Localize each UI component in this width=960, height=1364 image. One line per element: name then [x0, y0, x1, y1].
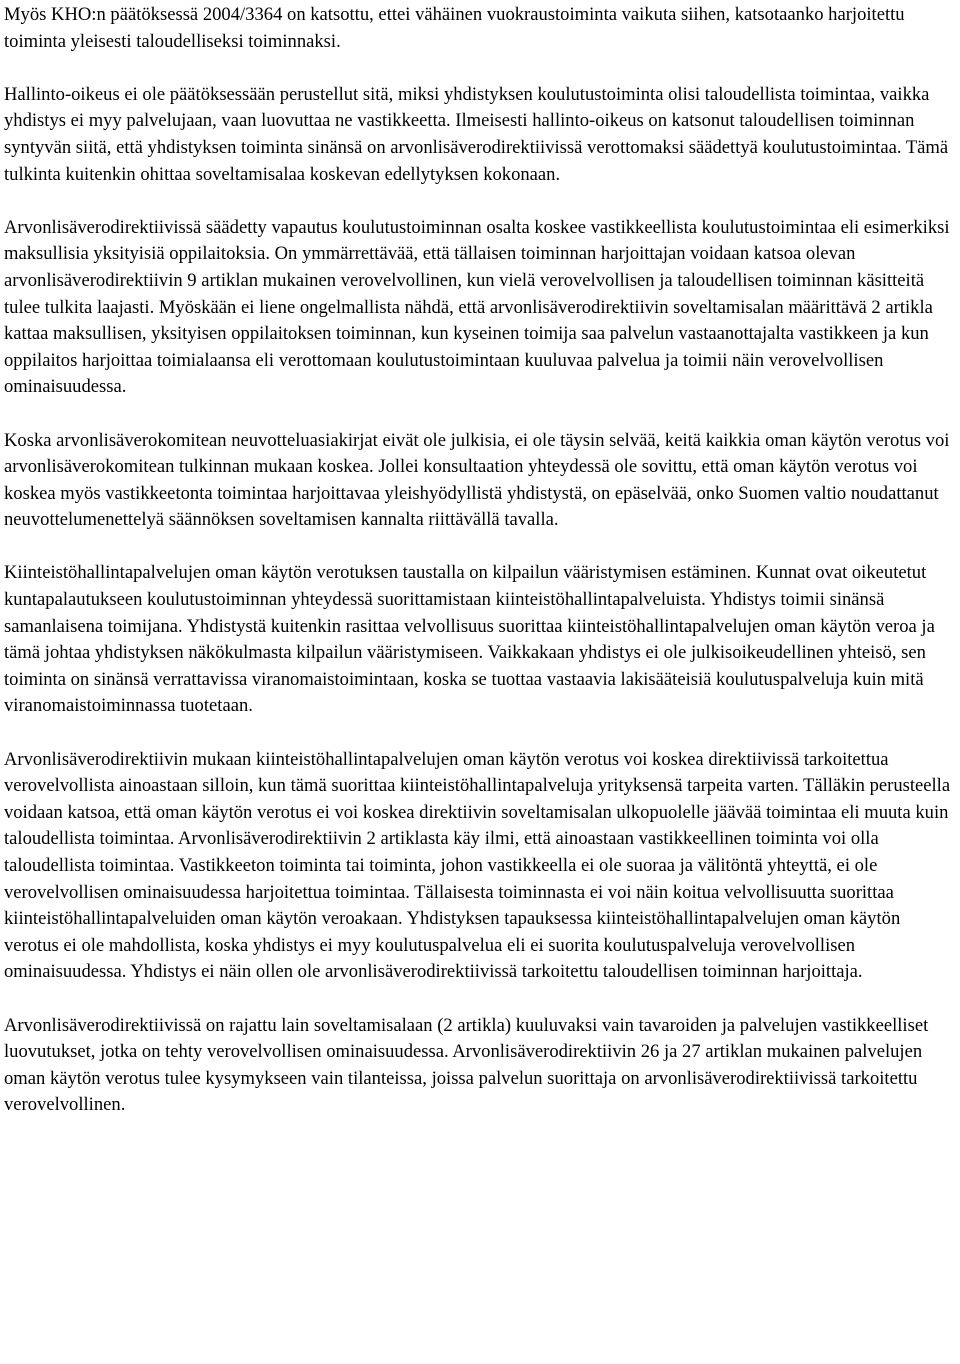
paragraph-competition-distortion: Kiinteistöhallintapalvelujen oman käytön verotuksen taustalla on kilpailun vääristymisen estäminen. Kunnat ovat oikeutetut kuntapalautukseen koulutustoiminnan yhteydessä suorittamistaan kiinteistöhallintapalveluista. Yhdistys toimii sinänsä samanlaisena toimijana. Yhdistystä kuitenkin rasittaa velvollisuus suorittaa kiinteistöhallintapalvelujen oman käytön veroa ja tämä johtaa yhdistyksen näkökulmasta kilpailun vääristymiseen. Vaikkakaan yhdistys ei ole julkisoikeudellinen yhteisö, sen toiminta on sinänsä verrattavissa viranomaistoimintaan, koska se tuottaa vastaavia lakisääteisiä koulutuspalveluja kuin mitä viranomaistoiminnassa tuotetaan. [4, 562, 935, 717]
paragraph-education-exemption: Arvonlisäverodirektiivissä säädetty vapautus koulutustoiminnan osalta koskee vastikkeellista koulutustoimintaa eli esimerkiksi maksullisia yksityisiä oppilaitoksia. On ymmärrettävää, että tällaisen toiminnan harjoittajan voidaan katsoa olevan arvonlisäverodirektiivin 9 artiklan mukainen verovelvollinen, kun vielä verovelvollisen ja taloudellisen toiminnan käsitteitä tulee tulkita laajasti. Myöskään ei liene ongelmallista nähdä, että arvonlisäverodirektiivin soveltamisalan määrittävä 2 artikla kattaa maksullisen, yksityisen oppilaitoksen toiminnan, kun kyseinen toimija saa palvelun vastaanottajalta vastikkeen ja kun oppilaitos harjoittaa toimialaansa eli verottomaan koulutustoimintaan kuuluvaa palvelua ja toimii näin verovelvollisen ominaisuudessa. [4, 216, 950, 398]
paragraph-administrative-court: Hallinto-oikeus ei ole päätöksessään perustellut sitä, miksi yhdistyksen koulutustoiminta olisi taloudellista toimintaa, vaikka yhdistys ei myy palvelujaan, vaan luovuttaa ne vastikkeetta. Ilmeisesti hallinto-oikeus on katsonut taloudellisen toiminnan syntyvän siitä, että yhdistyksen toiminta sinänsä on arvonlisäverodirektiivissä verottomaksi säädettyä koulutustoimintaa. Tämä tulkinta kuitenkin ohittaa soveltamisalaa koskevan edellytyksen kokonaan. [4, 83, 949, 185]
paragraph-vat-committee: Koska arvonlisäverokomitean neuvotteluasiakirjat eivät ole julkisia, ei ole täysin selvää, keitä kaikkia oman käytön verotus voi arvonlisäverokomitean tulkinnan mukaan koskea. Jollei konsultaation yhteydessä ole sovittu, että oman käytön verotus voi koskea myös vastikkeetonta toimintaa harjoittavaa yleishyödyllistä yhdistystä, on epäselvää, onko Suomen valtio noudattanut neuvottelumenettelyä säännöksen soveltamisen kannalta riittävällä tavalla. [4, 429, 950, 531]
paragraph-kho-decision: Myös KHO:n päätöksessä 2004/3364 on katsottu, ettei vähäinen vuokraustoiminta vaikuta siihen, katsotaanko harjoitettu toiminta yleisesti taloudelliseksi toiminnaksi. [4, 4, 905, 52]
paragraph-own-use-taxation: Arvonlisäverodirektiivin mukaan kiinteistöhallintapalvelujen oman käytön verotus voi koskea direktiivissä tarkoitettua verovelvollista ainoastaan silloin, kun tämä suorittaa kiinteistöhallintapalveluja yrityksensä tarpeita varten. Tälläkin perusteella voidaan katsoa, että oman käytön verotus ei voi koskea direktiivin soveltamisalan ulkopuolelle jäävää toimintaa eli muuta kuin taloudellista toimintaa. Arvonlisäverodirektiivin 2 artiklasta käy ilmi, että ainoastaan vastikkeellinen toiminta voi olla taloudellista toimintaa. Vastikkeeton toiminta tai toiminta, johon vastikkeella ei ole suoraa ja välitöntä yhteyttä, ei ole verovelvollisen ominaisuudessa harjoitettua toimintaa. Tällaisesta toiminnasta ei voi näin koitua velvollisuutta suorittaa kiinteistöhallintapalveluiden oman käytön veroakaan. Yhdistyksen tapauksessa kiinteistöhallintapalvelujen oman käytön verotus ei ole mahdollista, koska yhdistys ei myy koulutuspalvelua eli ei suorita koulutuspalveluja verovelvollisen ominaisuudessa. Yhdistys ei näin ollen ole arvonlisäverodirektiivissä tarkoitettu taloudellisen toiminnan harjoittaja. [4, 748, 951, 983]
document-page [4, 2, 958, 1119]
paragraph-scope-limitation: Arvonlisäverodirektiivissä on rajattu lain soveltamisalaan (2 artikla) kuuluvaksi vain tavaroiden ja palvelujen vastikkeelliset luovutukset, jotka on tehty verovelvollisen ominaisuudessa. Arvonlisäverodirektiivin 26 ja 27 artiklan mukainen palvelujen oman käytön verotus tulee kysymykseen vain tilanteissa, joissa palvelun suorittaja on arvonlisäverodirektiivissä tarkoitettu verovelvollinen. [4, 1014, 929, 1116]
